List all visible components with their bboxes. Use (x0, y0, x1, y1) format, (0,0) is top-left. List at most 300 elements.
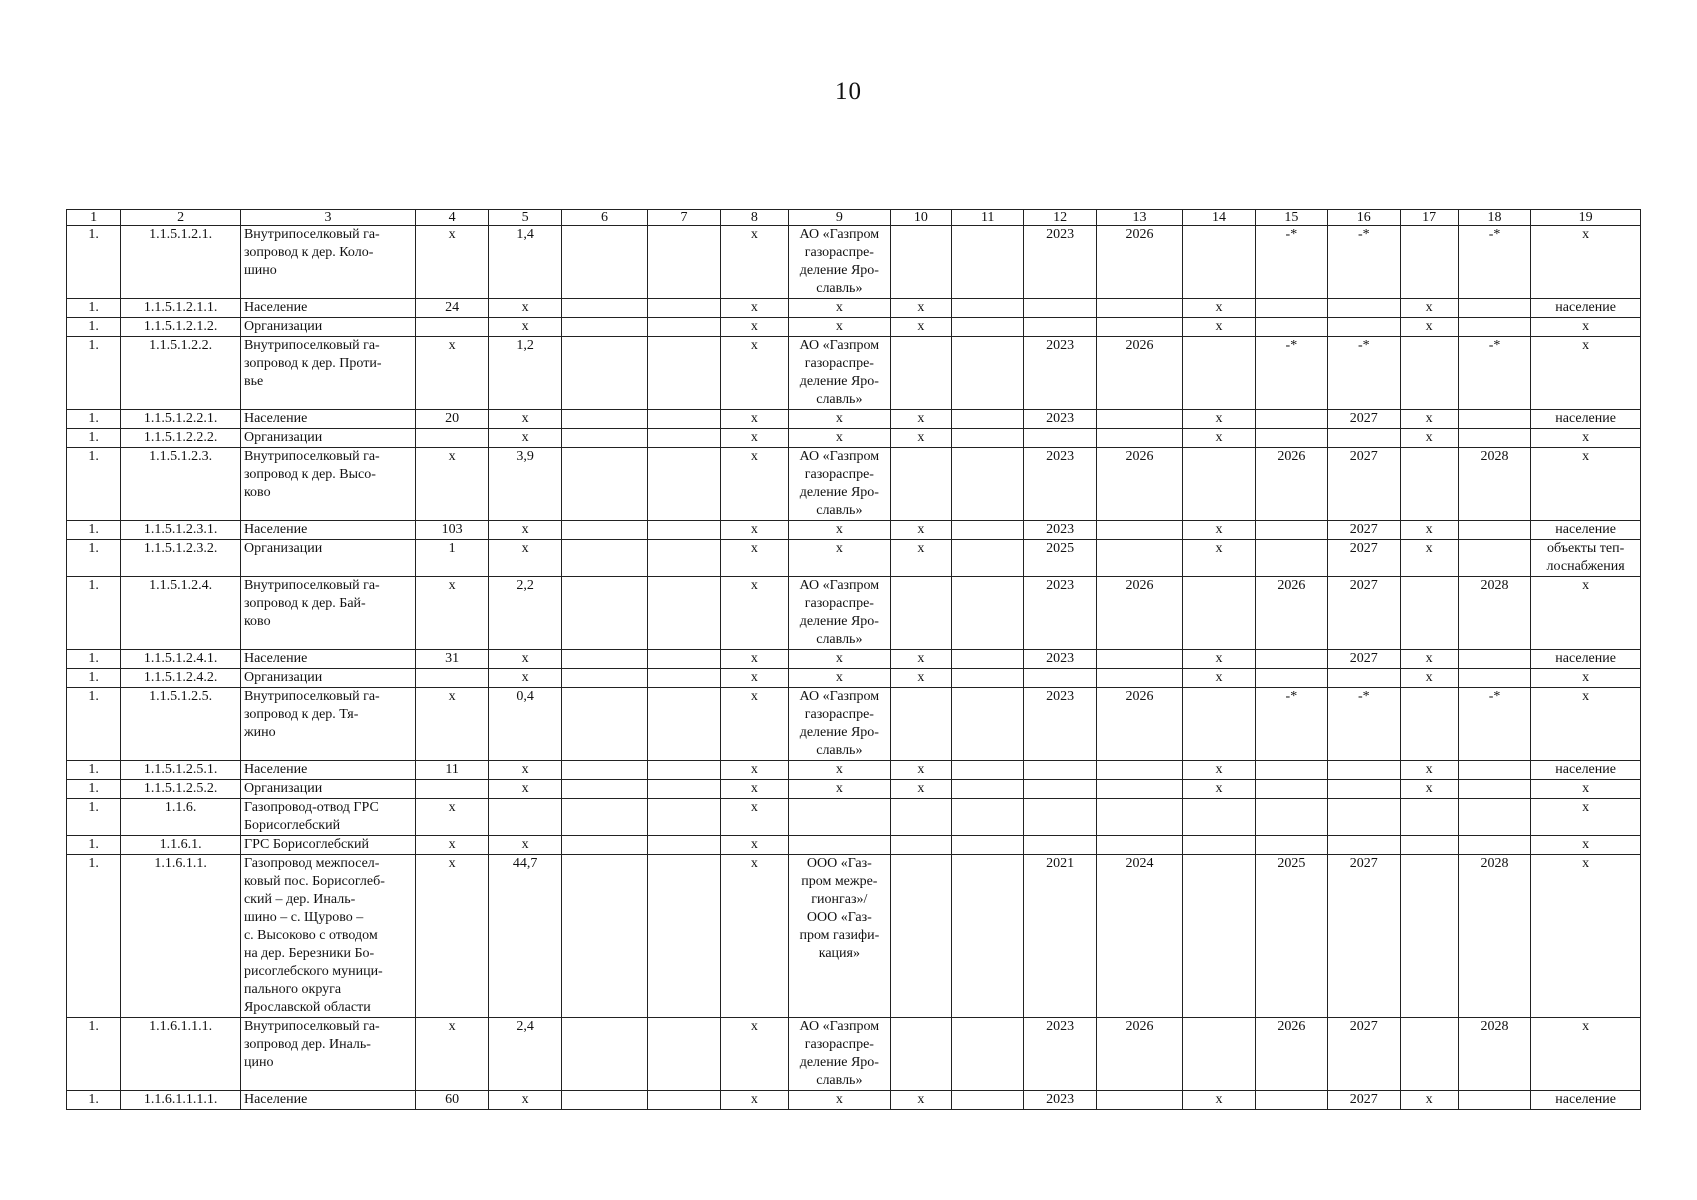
table-cell: x (1183, 299, 1255, 318)
table-cell (1458, 1091, 1530, 1110)
table-cell: Внутрипоселковый га- зопровод к дер. Высо- ково (240, 448, 415, 521)
table-cell (648, 429, 720, 448)
table-cell (648, 650, 720, 669)
table-cell: 1.1.6.1.1. (121, 855, 241, 1018)
table-cell: x (489, 650, 561, 669)
table-row (67, 669, 1641, 688)
table-row (67, 1091, 1641, 1110)
page-number: 10 (835, 78, 862, 105)
table-cell (1255, 1091, 1327, 1110)
table-cell: 1. (67, 780, 121, 799)
table-cell: АО «Газпром газораспре- деление Яро- славль» (789, 337, 891, 410)
table-cell: 2023 (1024, 521, 1096, 540)
table-cell (648, 780, 720, 799)
table-cell: x (720, 761, 788, 780)
table-cell: x (890, 429, 951, 448)
table-cell: 1. (67, 429, 121, 448)
table-cell (561, 799, 647, 836)
table-cell (1096, 669, 1182, 688)
table-cell: 1.1.5.1.2.2.2. (121, 429, 241, 448)
table-cell: 2023 (1024, 1091, 1096, 1110)
table-cell: 2026 (1096, 337, 1182, 410)
table-cell: 2026 (1096, 577, 1182, 650)
column-number: 1 (67, 210, 121, 226)
table-cell: x (789, 761, 891, 780)
table-cell: x (1183, 650, 1255, 669)
table-cell: x (1400, 1091, 1458, 1110)
table-cell: 60 (415, 1091, 488, 1110)
column-number-row (67, 210, 1641, 226)
table-cell: x (720, 540, 788, 577)
table-cell: x (890, 1091, 951, 1110)
table-cell (1458, 669, 1530, 688)
table-cell (1096, 410, 1182, 429)
table-cell (890, 1018, 951, 1091)
table-cell (890, 799, 951, 836)
table-cell: 2,2 (489, 577, 561, 650)
table-cell (648, 299, 720, 318)
table-row (67, 299, 1641, 318)
table-cell: 1.1.5.1.2.2. (121, 337, 241, 410)
table-cell (1096, 780, 1182, 799)
table-cell: -* (1328, 337, 1400, 410)
table-cell: x (415, 688, 488, 761)
table-cell (1458, 761, 1530, 780)
table-cell (951, 836, 1023, 855)
table-cell (561, 226, 647, 299)
table-cell (1255, 761, 1327, 780)
table-cell: x (789, 650, 891, 669)
table-cell: Организации (240, 429, 415, 448)
table-cell: x (1531, 577, 1641, 650)
table-cell (1458, 540, 1530, 577)
table-cell (1458, 318, 1530, 337)
table-cell: x (1531, 448, 1641, 521)
table-cell: ООО «Газ- пром межре- гионгаз»/ ООО «Газ- пром газифи- кация» (789, 855, 891, 1018)
table-cell: 1. (67, 448, 121, 521)
table-cell: x (720, 780, 788, 799)
table-cell: x (1400, 669, 1458, 688)
table-cell (648, 669, 720, 688)
table-cell (1328, 780, 1400, 799)
table-cell (1183, 337, 1255, 410)
table-cell (1400, 448, 1458, 521)
table-cell: x (890, 650, 951, 669)
table-cell: Внутрипоселковый га- зопровод к дер. Проти- вье (240, 337, 415, 410)
column-number: 14 (1183, 210, 1255, 226)
table-row (67, 836, 1641, 855)
table-cell: x (720, 855, 788, 1018)
table-cell: 0,4 (489, 688, 561, 761)
table-cell: 1.1.6. (121, 799, 241, 836)
column-number: 15 (1255, 210, 1327, 226)
table-cell: 2026 (1255, 1018, 1327, 1091)
table-cell (951, 299, 1023, 318)
table-cell: x (1531, 688, 1641, 761)
table-cell: 2026 (1096, 226, 1182, 299)
table-cell (561, 780, 647, 799)
table-cell: 1.1.5.1.2.4.2. (121, 669, 241, 688)
table-cell (951, 1091, 1023, 1110)
table-cell (1183, 1018, 1255, 1091)
table-cell (648, 521, 720, 540)
column-number: 18 (1458, 210, 1530, 226)
table-cell (1096, 540, 1182, 577)
table-cell: x (415, 799, 488, 836)
table-cell: 2027 (1328, 540, 1400, 577)
table-row (67, 688, 1641, 761)
table-cell: 1. (67, 410, 121, 429)
table-cell: 1. (67, 299, 121, 318)
table-cell: 2028 (1458, 855, 1530, 1018)
table-cell (561, 1091, 647, 1110)
table-cell: 2026 (1096, 448, 1182, 521)
table-cell: x (415, 855, 488, 1018)
table-cell (1024, 429, 1096, 448)
column-number: 17 (1400, 210, 1458, 226)
column-number: 12 (1024, 210, 1096, 226)
table-cell: x (720, 448, 788, 521)
table-cell: 2028 (1458, 1018, 1530, 1091)
table-cell (1183, 855, 1255, 1018)
table-cell: x (1183, 540, 1255, 577)
column-number: 16 (1328, 210, 1400, 226)
table-cell: x (1183, 410, 1255, 429)
table-cell: 2028 (1458, 577, 1530, 650)
table-cell (1458, 299, 1530, 318)
table-cell (1024, 669, 1096, 688)
table-cell: x (415, 577, 488, 650)
table-cell (561, 429, 647, 448)
table-row (67, 650, 1641, 669)
table-cell: 2023 (1024, 226, 1096, 299)
table-row (67, 540, 1641, 577)
table-cell (1183, 799, 1255, 836)
table-cell (951, 1018, 1023, 1091)
table-cell: Население (240, 299, 415, 318)
table-cell (1183, 448, 1255, 521)
table-cell: x (890, 780, 951, 799)
table-cell: Внутрипоселковый га- зопровод к дер. Бай- ково (240, 577, 415, 650)
table-cell: 1,2 (489, 337, 561, 410)
table-row (67, 855, 1641, 1018)
table-cell (890, 226, 951, 299)
table-cell (648, 1091, 720, 1110)
table-cell: x (720, 577, 788, 650)
table-cell: x (1183, 761, 1255, 780)
table-cell (1183, 226, 1255, 299)
table-cell (1024, 318, 1096, 337)
table-cell: Внутрипоселковый га- зопровод к дер. Тя- жино (240, 688, 415, 761)
table-cell: 2023 (1024, 337, 1096, 410)
table-cell (951, 521, 1023, 540)
table-cell: x (1400, 650, 1458, 669)
column-number: 4 (415, 210, 488, 226)
table-cell (951, 318, 1023, 337)
table-cell (561, 521, 647, 540)
table-row (67, 318, 1641, 337)
table-cell: 1.1.5.1.2.4. (121, 577, 241, 650)
table-cell: -* (1328, 688, 1400, 761)
table-cell (1255, 799, 1327, 836)
table-cell (1096, 318, 1182, 337)
table-cell: x (1183, 521, 1255, 540)
table-cell: 2027 (1328, 1018, 1400, 1091)
table-cell: 2025 (1255, 855, 1327, 1018)
table-cell (1255, 299, 1327, 318)
table-cell: 1.1.5.1.2.3.2. (121, 540, 241, 577)
table-cell (1328, 761, 1400, 780)
table-cell (561, 318, 647, 337)
table-cell: население (1531, 1091, 1641, 1110)
table-cell: x (489, 761, 561, 780)
table-cell (1096, 1091, 1182, 1110)
table-cell (648, 761, 720, 780)
table-cell: x (1400, 540, 1458, 577)
table-cell (415, 429, 488, 448)
table-cell: x (489, 299, 561, 318)
table-cell: 11 (415, 761, 488, 780)
table-cell: x (789, 521, 891, 540)
table-row (67, 521, 1641, 540)
table-cell (1183, 577, 1255, 650)
column-number: 2 (121, 210, 241, 226)
table-cell: 2023 (1024, 448, 1096, 521)
column-number: 9 (789, 210, 891, 226)
table-cell (1255, 521, 1327, 540)
table-cell: 1. (67, 799, 121, 836)
table-cell: x (789, 1091, 891, 1110)
table-cell: 1. (67, 761, 121, 780)
table-cell (1400, 688, 1458, 761)
table-row (67, 1018, 1641, 1091)
table-cell: 1.1.6.1.1.1. (121, 1018, 241, 1091)
table-cell: x (415, 1018, 488, 1091)
table-cell (648, 577, 720, 650)
table-cell: x (720, 650, 788, 669)
table-cell: -* (1458, 337, 1530, 410)
table-cell: x (489, 318, 561, 337)
table-cell: 1. (67, 855, 121, 1018)
table-cell (415, 780, 488, 799)
table-cell: 1.1.5.1.2.1.2. (121, 318, 241, 337)
table-cell (648, 226, 720, 299)
table-cell: -* (1328, 226, 1400, 299)
table-cell: x (1531, 337, 1641, 410)
table-row (67, 337, 1641, 410)
table-row (67, 226, 1641, 299)
table-cell (1328, 318, 1400, 337)
table-cell: объекты теп- лоснабжения (1531, 540, 1641, 577)
table-cell (951, 799, 1023, 836)
table-cell: x (789, 299, 891, 318)
table-cell: АО «Газпром газораспре- деление Яро- славль» (789, 577, 891, 650)
table-cell: Население (240, 410, 415, 429)
table-cell: 2023 (1024, 688, 1096, 761)
table-cell (1458, 799, 1530, 836)
table-cell: -* (1255, 688, 1327, 761)
table-cell: x (1400, 299, 1458, 318)
table-cell (561, 855, 647, 1018)
table-cell: 2026 (1096, 688, 1182, 761)
table-cell (561, 669, 647, 688)
table-cell (415, 669, 488, 688)
table-cell (1400, 799, 1458, 836)
table-cell: 2028 (1458, 448, 1530, 521)
table-cell (1400, 337, 1458, 410)
table-cell (1458, 836, 1530, 855)
column-number: 3 (240, 210, 415, 226)
table-cell (789, 836, 891, 855)
table-cell (1458, 521, 1530, 540)
table-cell: 2,4 (489, 1018, 561, 1091)
table-cell (951, 688, 1023, 761)
table-cell: x (1183, 1091, 1255, 1110)
table-cell: x (720, 836, 788, 855)
table-cell: x (720, 226, 788, 299)
table-cell: x (489, 521, 561, 540)
table-cell (1400, 226, 1458, 299)
table-cell: x (890, 540, 951, 577)
table-cell: 1. (67, 318, 121, 337)
table-cell (1400, 577, 1458, 650)
table-cell: 2027 (1328, 650, 1400, 669)
table-cell: 1. (67, 540, 121, 577)
table-cell (561, 836, 647, 855)
table-cell: x (1531, 318, 1641, 337)
table-cell: x (890, 299, 951, 318)
table-cell (951, 226, 1023, 299)
table-cell: x (415, 448, 488, 521)
table-cell (1183, 836, 1255, 855)
table-cell (951, 429, 1023, 448)
table-cell: Организации (240, 780, 415, 799)
table-cell: x (890, 669, 951, 688)
table-cell: 3,9 (489, 448, 561, 521)
table-cell: x (489, 540, 561, 577)
table-cell: x (720, 429, 788, 448)
column-number: 13 (1096, 210, 1182, 226)
table-cell: 2027 (1328, 448, 1400, 521)
table-cell: x (1400, 318, 1458, 337)
table-cell: 2027 (1328, 410, 1400, 429)
table-cell: население (1531, 410, 1641, 429)
table-cell (648, 1018, 720, 1091)
column-number: 11 (951, 210, 1023, 226)
table-cell (951, 540, 1023, 577)
table-cell: население (1531, 650, 1641, 669)
table-cell (1255, 836, 1327, 855)
table-body (67, 210, 1641, 1110)
table-cell: x (720, 410, 788, 429)
table-cell: Население (240, 521, 415, 540)
table-cell (1024, 299, 1096, 318)
table-cell: АО «Газпром газораспре- деление Яро- славль» (789, 226, 891, 299)
table-cell (951, 780, 1023, 799)
column-number: 19 (1531, 210, 1641, 226)
table-cell: 1,4 (489, 226, 561, 299)
table-cell: x (890, 761, 951, 780)
table-cell (1400, 855, 1458, 1018)
table-cell (561, 540, 647, 577)
table-cell: x (789, 410, 891, 429)
table-cell: -* (1458, 688, 1530, 761)
table-cell (1400, 836, 1458, 855)
table-cell (890, 855, 951, 1018)
table-cell (561, 448, 647, 521)
table-cell: 2025 (1024, 540, 1096, 577)
table-cell: x (890, 521, 951, 540)
table-cell: 1.1.5.1.2.5.2. (121, 780, 241, 799)
table-cell: Организации (240, 540, 415, 577)
table-cell: 1.1.5.1.2.4.1. (121, 650, 241, 669)
table-cell: 2023 (1024, 410, 1096, 429)
table-cell: 1 (415, 540, 488, 577)
table-cell (648, 855, 720, 1018)
table-cell: x (1400, 521, 1458, 540)
table-row (67, 429, 1641, 448)
column-number: 8 (720, 210, 788, 226)
table-cell (561, 650, 647, 669)
table-cell: 2023 (1024, 1018, 1096, 1091)
table-cell (951, 650, 1023, 669)
table-cell (1024, 761, 1096, 780)
table-cell: 103 (415, 521, 488, 540)
table-cell: 2024 (1096, 855, 1182, 1018)
table-cell: x (720, 521, 788, 540)
table-cell (951, 410, 1023, 429)
table-cell (1096, 521, 1182, 540)
column-number: 5 (489, 210, 561, 226)
table-cell: x (720, 669, 788, 688)
table-cell: 1. (67, 521, 121, 540)
table-cell (1458, 429, 1530, 448)
table-cell: 31 (415, 650, 488, 669)
table-cell: x (789, 780, 891, 799)
table-cell: -* (1458, 226, 1530, 299)
table-cell: 1. (67, 226, 121, 299)
table-cell (890, 836, 951, 855)
table-cell: x (1400, 410, 1458, 429)
table-cell: x (489, 410, 561, 429)
table-cell: 2023 (1024, 650, 1096, 669)
table-cell: x (890, 410, 951, 429)
table-cell: население (1531, 521, 1641, 540)
table-cell (561, 410, 647, 429)
table-cell: АО «Газпром газораспре- деление Яро- славль» (789, 1018, 891, 1091)
table-cell: x (789, 669, 891, 688)
table-cell: x (1531, 669, 1641, 688)
table-cell (561, 577, 647, 650)
table-cell: 24 (415, 299, 488, 318)
gasification-table (66, 209, 1641, 1110)
table-cell (890, 448, 951, 521)
table-cell (951, 337, 1023, 410)
table-cell (890, 337, 951, 410)
table-cell: x (720, 1018, 788, 1091)
table-cell: x (1531, 799, 1641, 836)
table-cell (1255, 410, 1327, 429)
table-cell: население (1531, 299, 1641, 318)
table-cell: x (1183, 429, 1255, 448)
table-row (67, 448, 1641, 521)
table-row (67, 410, 1641, 429)
table-cell: АО «Газпром газораспре- деление Яро- славль» (789, 448, 891, 521)
table-cell: 1. (67, 669, 121, 688)
table-cell: x (415, 337, 488, 410)
table-cell: Внутрипоселковый га- зопровод дер. Иналь- цино (240, 1018, 415, 1091)
table-cell: Население (240, 650, 415, 669)
